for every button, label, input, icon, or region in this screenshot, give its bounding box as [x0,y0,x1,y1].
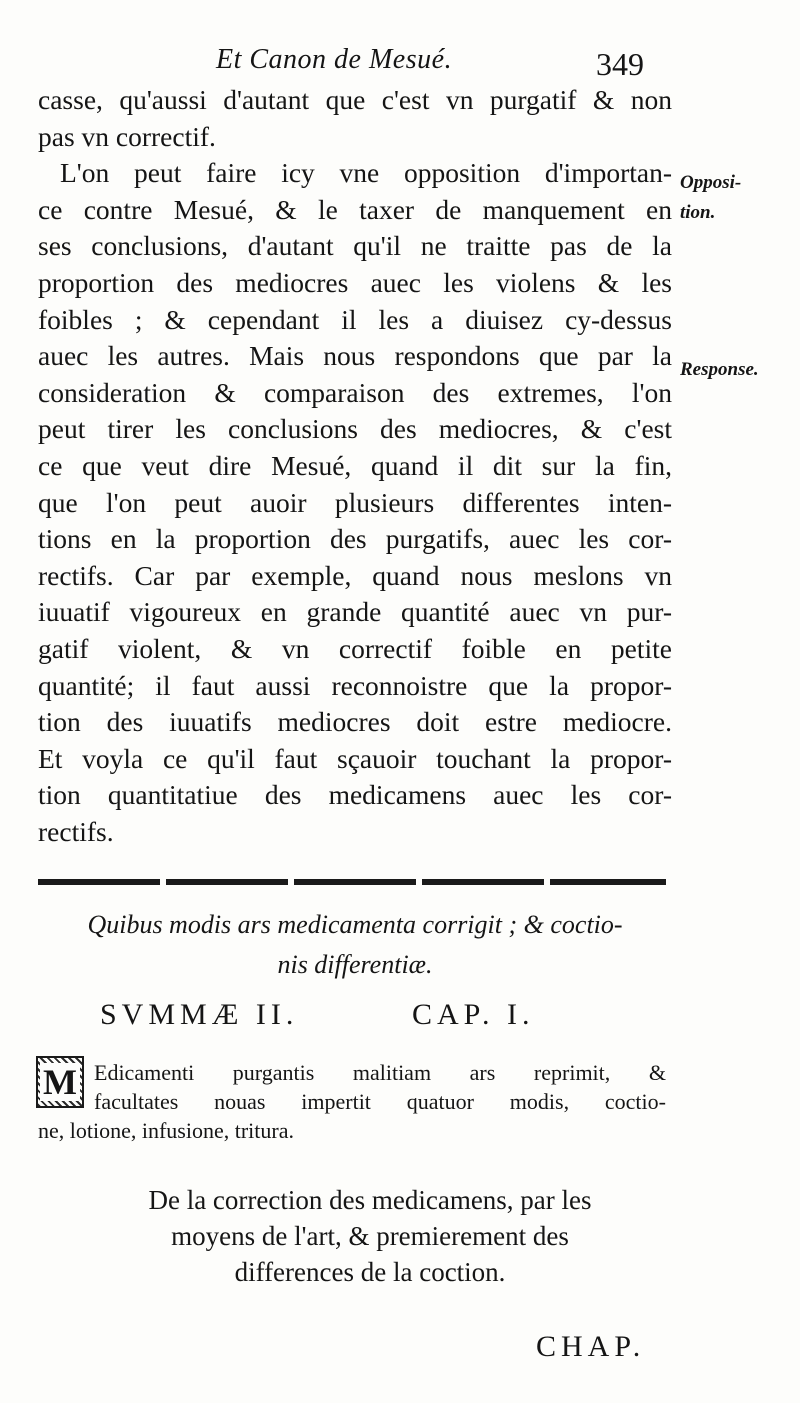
body-line: ses conclusions, d'autant qu'il ne traitte pas de la [38,230,672,262]
body-line: proportion des mediocres auec les violens & les [38,266,672,298]
latin-heading-line: nis differentiæ. [277,950,433,979]
body-line: consideration & comparaison des extremes, l'on [38,376,672,408]
body-line: L'on peut faire icy vne opposition d'importan- [60,157,672,189]
latin-canon-text [38,1058,666,1145]
chapter-label: CAP. I. [412,998,535,1031]
body-line: tion des iuuatifs mediocres doit estre mediocre. [38,706,672,738]
body-line: que l'on peut auoir plusieurs differentes inten- [38,486,672,518]
body-line: auec les autres. Mais nous respondons que par la [38,340,672,372]
latin-section-heading [60,905,650,985]
summa-chapter-heading [100,998,600,1032]
page-number: 349 [596,46,644,82]
french-heading-line: De la correction des medicamens, par les [148,1185,592,1215]
body-line: peut tirer les conclusions des mediocres, & c'est [38,413,672,445]
latin-text-line: Edicamenti purgantis malitiam ars reprimit, & [94,1060,666,1085]
body-paragraphs [38,82,672,850]
body-line: foibles ; & cependant il les a diuisez cy-dessus [38,303,672,335]
body-line: ce contre Mesué, & le taxer de manquement en [38,193,672,225]
latin-text-line: facultates nouas impertit quatuor modis, coctio- [94,1089,666,1114]
body-line: casse, qu'aussi d'autant que c'est vn purgatif & non [38,84,672,115]
body-line: tions en la proportion des purgatifs, auec les cor- [38,523,672,555]
body-line: quantité; il faut aussi reconnoistre que la propor- [38,669,672,701]
margin-note-opposition [680,168,741,228]
body-line: gatif violent, & vn correctif foible en petite [38,632,672,664]
french-heading-line: moyens de l'art, & premierement des [171,1221,569,1251]
french-section-heading [60,1182,680,1290]
body-line: iuuatif vigoureux en grande quantité auec vn pur- [38,596,672,628]
catchword: CHAP. [536,1330,646,1363]
body-line: ce que veut dire Mesué, quand il dit sur la fin, [38,449,672,481]
french-heading-line: differences de la coction. [234,1257,506,1287]
running-head: Et Canon de Mesué. [216,44,453,75]
margin-note-response: Response. [680,359,759,380]
body-line: tion quantitatiue des medicamens auec les cor- [38,779,672,811]
section-divider-rule [38,879,666,885]
drop-cap-letter: M [40,1063,80,1101]
margin-note-line: Opposi- [680,172,742,193]
margin-note-line: tion. [680,202,716,223]
summa-label: SVMMÆ II. [100,998,299,1031]
latin-heading-line: Quibus modis ars medicamenta corrigit ; & coctio- [87,910,623,939]
body-line: rectifs. Car par exemple, quand nous meslons vn [38,559,672,591]
body-line: pas vn correctif. [38,120,216,152]
latin-text-line: ne, lotione, infusione, tritura. [38,1118,294,1143]
body-line: rectifs. [38,815,114,847]
body-line: Et voyla ce qu'il faut sçauoir touchant la propor- [38,742,672,774]
